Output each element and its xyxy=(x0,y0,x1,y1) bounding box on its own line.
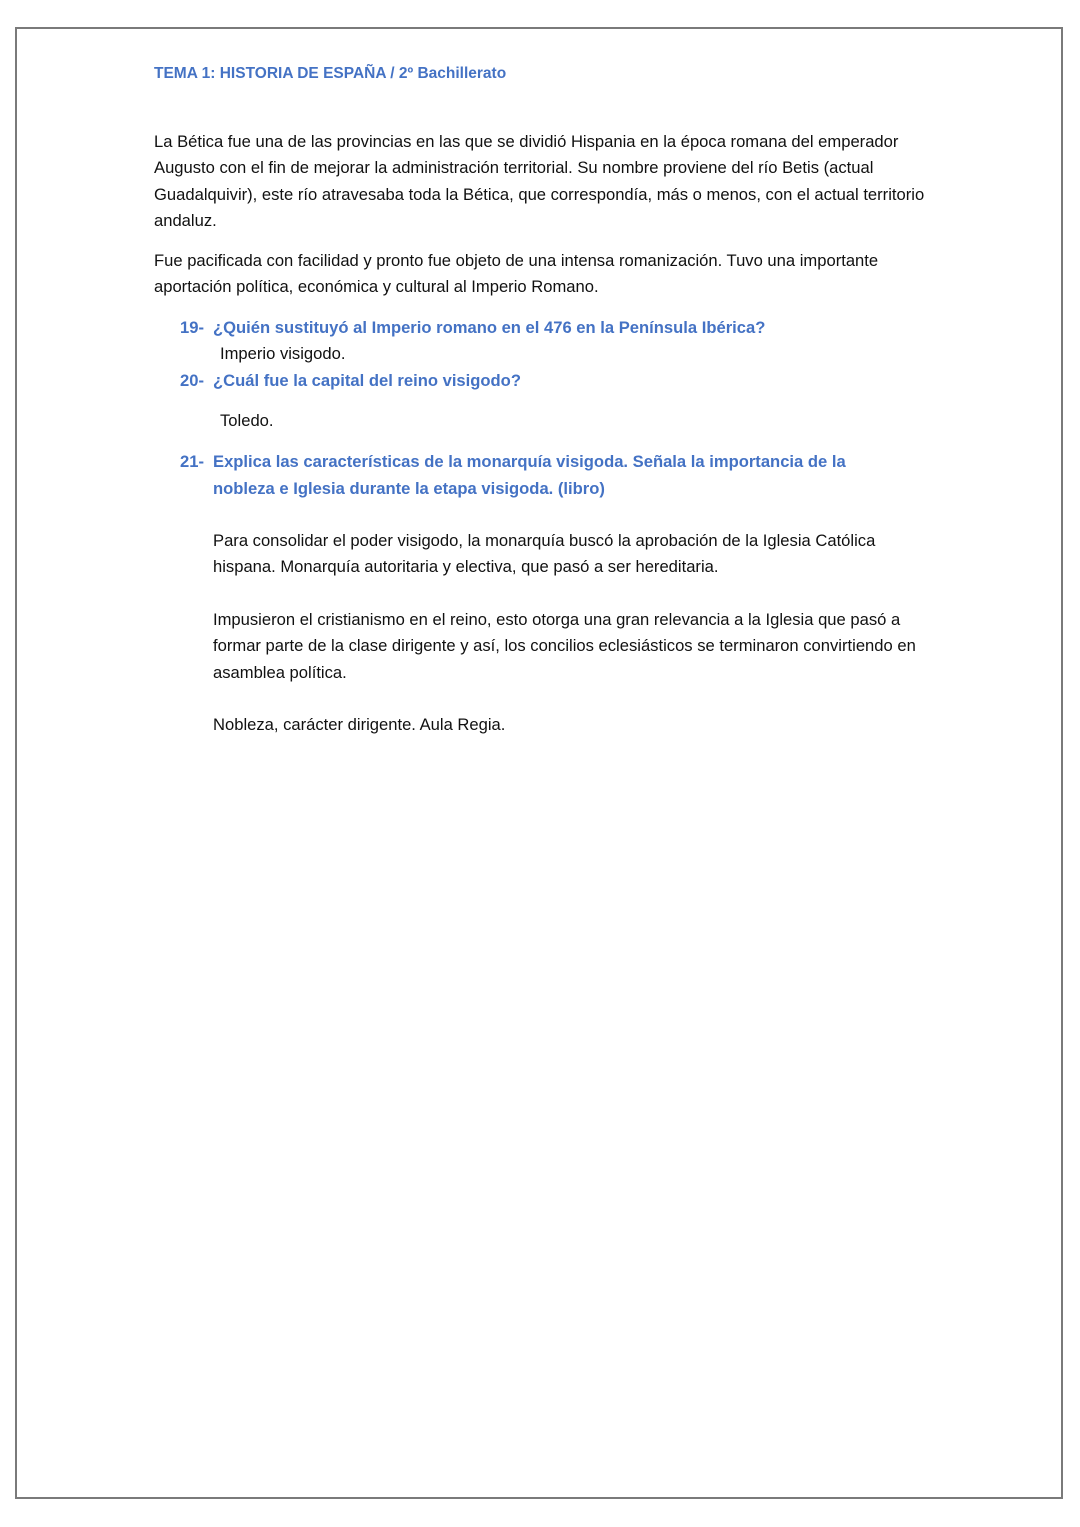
answer-20: Toledo. xyxy=(220,411,274,430)
answer-19: Imperio visigodo. xyxy=(220,344,346,363)
answer-21-paragraph-2: Impusieron el cristianismo en el reino, esto otorga una gran relevancia a la Iglesia que pasó a formar parte de la clase dirigente y así, los concilios eclesiásticos se terminaron convirtiendo en asamblea política. xyxy=(213,610,916,682)
question-text: ¿Cuál fue la capital del reino visigodo? xyxy=(213,371,521,390)
question-number: 21- xyxy=(180,452,204,471)
intro-paragraph-1: La Bética fue una de las provincias en las que se dividió Hispania en la época romana del emperador Augusto con el fin de mejorar la administración territorial. Su nombre proviene del río Betis (actual Guadalquivir), este río atravesaba toda la Bética, que correspondía, más o menos, con el actual territorio andaluz. xyxy=(154,132,925,230)
question-number: 19- xyxy=(180,318,204,337)
answer-21-paragraph-1: Para consolidar el poder visigodo, la monarquía buscó la aprobación de la Iglesia Católica hispana. Monarquía autoritaria y electiva, que pasó a ser hereditaria. xyxy=(213,531,876,577)
question-19 xyxy=(180,315,900,342)
question-number: 20- xyxy=(180,371,204,390)
document-header: TEMA 1: HISTORIA DE ESPAÑA / 2º Bachillerato xyxy=(154,65,507,82)
intro-paragraph-2: Fue pacificada con facilidad y pronto fue objeto de una intensa romanización. Tuvo una importante aportación política, económica y cultural al Imperio Romano. xyxy=(154,251,879,297)
question-text: ¿Quién sustituyó al Imperio romano en el 476 en la Península Ibérica? xyxy=(213,318,766,337)
answer-21-paragraph-3: Nobleza, carácter dirigente. Aula Regia. xyxy=(213,715,506,734)
question-21 xyxy=(180,449,880,502)
question-20 xyxy=(180,368,900,395)
question-text: Explica las características de la monarquía visigoda. Señala la importancia de la nobleza e Iglesia durante la etapa visigoda. (libro) xyxy=(213,452,846,498)
